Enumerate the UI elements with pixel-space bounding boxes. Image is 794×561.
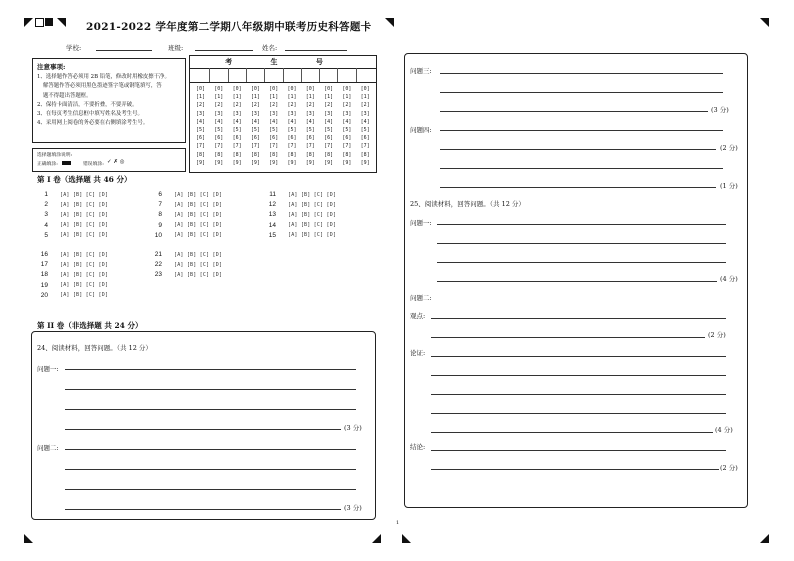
id-bubble[interactable]: [5]: [324, 127, 334, 134]
answer-line[interactable]: [65, 409, 356, 410]
id-column[interactable]: [210, 85, 227, 167]
answer-options[interactable]: [A] [B] [C] [D]: [288, 222, 337, 229]
question-number: 19: [40, 281, 48, 289]
id-bubble[interactable]: [5]: [195, 127, 206, 134]
id-bubble[interactable]: [7]: [214, 143, 224, 150]
id-bubble[interactable]: [3]: [360, 110, 370, 117]
question-number: 9: [158, 221, 162, 229]
id-bubble[interactable]: [3]: [214, 110, 224, 117]
answer-options[interactable]: [A] [B] [C] [D]: [288, 232, 337, 239]
answer-line[interactable]: [431, 356, 726, 357]
id-bubble[interactable]: [2]: [250, 102, 260, 109]
name-label: 姓名:: [262, 44, 278, 52]
notice-item: 解答题作答必须用黑色墨迹签字笔或钢笔填写，答: [43, 83, 162, 90]
page-title: 2021-2022 学年度第二学期八年级期中联考历史科答题卡: [86, 21, 372, 33]
question-number: 13: [268, 211, 276, 219]
q24-q2-score: (3 分): [344, 504, 362, 512]
id-bubble[interactable]: [7]: [269, 143, 279, 150]
notice-item: 题不得超出答题框。: [43, 92, 92, 99]
id-bubble[interactable]: [5]: [269, 127, 279, 134]
id-divider: [228, 68, 229, 82]
id-bubble[interactable]: [1]: [195, 94, 206, 101]
answer-options[interactable]: [A] [B] [C] [D]: [60, 271, 109, 278]
id-bubble[interactable]: [3]: [324, 110, 334, 117]
id-bubble[interactable]: [7]: [360, 143, 370, 150]
id-divider: [337, 68, 338, 82]
answer-line[interactable]: [65, 369, 356, 370]
id-bubble[interactable]: [7]: [250, 143, 260, 150]
corner-square-empty: [35, 18, 44, 27]
q24-q3-score: (3 分): [711, 106, 729, 114]
id-bubble[interactable]: [4]: [232, 118, 242, 125]
question-number: 18: [40, 271, 48, 279]
id-bubble[interactable]: [2]: [269, 102, 279, 109]
class-field[interactable]: [195, 50, 253, 51]
answer-line[interactable]: [440, 92, 723, 93]
id-bubble[interactable]: [8]: [195, 151, 206, 158]
id-bubble[interactable]: [6]: [214, 135, 224, 142]
question-number: 23: [154, 271, 162, 279]
school-field[interactable]: [96, 50, 152, 51]
id-divider: [283, 68, 284, 82]
question-number: 8: [158, 211, 162, 219]
answer-line[interactable]: [431, 337, 705, 338]
q24-q3-label: 问题三:: [410, 67, 432, 75]
id-bubble[interactable]: [5]: [287, 127, 297, 134]
answer-line[interactable]: [65, 509, 341, 510]
id-bubble[interactable]: [9]: [324, 159, 334, 166]
answer-line[interactable]: [431, 432, 713, 433]
id-bubble[interactable]: [8]: [324, 151, 334, 158]
id-bubble[interactable]: [6]: [342, 135, 352, 142]
id-bubble[interactable]: [6]: [195, 135, 206, 142]
answer-line[interactable]: [440, 130, 723, 131]
id-bubble[interactable]: [1]: [269, 94, 279, 101]
corner-mark-br: [760, 534, 769, 543]
id-bubble[interactable]: [5]: [342, 127, 352, 134]
school-label: 学校:: [66, 44, 82, 52]
answer-line[interactable]: [65, 389, 356, 390]
id-bubble[interactable]: [1]: [305, 94, 315, 101]
id-column[interactable]: [247, 85, 264, 167]
id-divider: [246, 68, 247, 82]
id-bubble[interactable]: [6]: [360, 135, 370, 142]
q25-arg-score: (4 分): [715, 426, 733, 434]
id-bubble[interactable]: [4]: [324, 118, 334, 125]
question-number: 22: [154, 261, 162, 269]
corner-square-filled: [45, 18, 53, 26]
id-bubble[interactable]: [3]: [287, 110, 297, 117]
id-bubble[interactable]: [1]: [287, 94, 297, 101]
id-bubble[interactable]: [4]: [360, 118, 370, 125]
id-bubble[interactable]: [7]: [342, 143, 352, 150]
q25-q1-score: (4 分): [720, 275, 738, 283]
question-number: 16: [40, 251, 48, 258]
answer-line[interactable]: [431, 375, 726, 376]
answer-options[interactable]: [A] [B] [C] [D]: [174, 211, 223, 218]
id-bubble[interactable]: [8]: [360, 151, 370, 158]
q24-answer-box: [31, 331, 376, 520]
answer-line[interactable]: [437, 262, 726, 263]
id-bubble[interactable]: [2]: [214, 102, 224, 109]
id-column[interactable]: [357, 85, 374, 167]
q24-q1-score: (3 分): [344, 424, 362, 432]
id-bubble[interactable]: [7]: [287, 143, 297, 150]
id-bubble[interactable]: [0]: [214, 86, 224, 92]
corner-mark-tr: [760, 18, 769, 27]
question-number: 7: [158, 201, 162, 209]
answer-options[interactable]: [A] [B] [C] [D]: [288, 211, 337, 218]
id-bubble[interactable]: [9]: [360, 159, 370, 166]
q25-q1-label: 问题一:: [410, 219, 432, 227]
answer-options[interactable]: [A] [B] [C] [D]: [60, 261, 109, 268]
corner-mark-bm2: [402, 534, 411, 543]
exam-id-grid: [189, 55, 377, 173]
fill-correct-mark: [62, 161, 71, 165]
id-bubble[interactable]: [1]: [324, 94, 334, 101]
id-bubble[interactable]: [9]: [232, 159, 242, 166]
id-column[interactable]: [302, 85, 319, 167]
id-bubble[interactable]: [1]: [250, 94, 260, 101]
id-bubble[interactable]: [5]: [232, 127, 242, 134]
notice-item: 4、采用网上阅卷的务必要在右侧填涂考生号。: [37, 120, 149, 127]
fill-wrong-label: 错误填涂:: [83, 162, 104, 167]
answer-line[interactable]: [437, 224, 726, 225]
answer-options[interactable]: [A] [B] [C] [D]: [174, 191, 223, 198]
q24-title: 24、阅读材料，回答问题。（共 12 分）: [37, 344, 152, 352]
id-column[interactable]: [338, 85, 355, 167]
corner-mark-bm: [372, 534, 381, 543]
id-bubble[interactable]: [3]: [250, 110, 260, 117]
id-bubble[interactable]: [5]: [250, 127, 260, 134]
id-bubble[interactable]: [0]: [360, 86, 370, 92]
answer-options[interactable]: [A] [B] [C] [D]: [288, 191, 337, 198]
q25-q2-label: 问题二:: [410, 294, 432, 302]
notice-title: 注意事项:: [37, 63, 66, 71]
corner-mark-tl: [24, 18, 33, 27]
id-divider: [209, 68, 210, 82]
id-bubble[interactable]: [6]: [269, 135, 279, 142]
question-number: 3: [44, 211, 48, 219]
question-number: 17: [40, 261, 48, 269]
id-bubble[interactable]: [7]: [195, 143, 206, 150]
q24-q1-label: 问题一:: [37, 365, 59, 373]
id-bubble[interactable]: [2]: [287, 102, 297, 109]
id-bubble[interactable]: [1]: [342, 94, 352, 101]
id-bubble[interactable]: [2]: [195, 102, 206, 109]
answer-line[interactable]: [440, 111, 708, 112]
id-bubble[interactable]: [0]: [287, 86, 297, 92]
id-bubble[interactable]: [1]: [360, 94, 370, 101]
answer-line[interactable]: [440, 149, 716, 150]
id-bubble[interactable]: [4]: [195, 118, 206, 125]
id-bubble[interactable]: [0]: [269, 86, 279, 92]
id-bubble[interactable]: [5]: [305, 127, 315, 134]
question-number: 6: [158, 191, 162, 198]
answer-options[interactable]: [A] [B] [C] [D]: [60, 282, 109, 289]
fill-wrong-marks: ✓ ✗ ◎: [107, 159, 125, 165]
id-bubble[interactable]: [2]: [232, 102, 242, 109]
id-bubble[interactable]: [3]: [305, 110, 315, 117]
question-number: 5: [44, 231, 48, 239]
answer-options[interactable]: [A] [B] [C] [D]: [288, 201, 337, 208]
id-bubble[interactable]: [2]: [342, 102, 352, 109]
id-divider: [264, 68, 265, 82]
q25-view-score: (2 分): [708, 331, 726, 339]
answer-line[interactable]: [431, 318, 726, 319]
id-bubble[interactable]: [8]: [287, 151, 297, 158]
id-bubble[interactable]: [6]: [250, 135, 260, 142]
id-bubble[interactable]: [3]: [232, 110, 242, 117]
id-bubble[interactable]: [0]: [195, 86, 206, 92]
notice-item: 1、选择题作答必须用 2B 铅笔，修改时用橡皮擦干净。: [37, 74, 170, 80]
id-bubble[interactable]: [9]: [250, 159, 260, 166]
notice-item: 3、在每页考生信息框中填写姓名及考生号。: [37, 111, 143, 118]
page-number: 1: [396, 520, 400, 526]
part1-title: 第 I 卷（选择题 共 46 分）: [37, 175, 132, 184]
answer-options[interactable]: [A] [B] [C] [D]: [174, 251, 223, 258]
id-bubble[interactable]: [3]: [195, 110, 206, 117]
notice-box: [32, 58, 186, 143]
id-bubble[interactable]: [1]: [214, 94, 224, 101]
id-column[interactable]: [229, 85, 246, 167]
notice-item: 2、保持卡面清洁，不要折叠，不要弄破。: [37, 101, 138, 108]
id-bubble[interactable]: [0]: [305, 86, 315, 92]
corner-mark-small: [57, 18, 66, 27]
q24-q4-score-b: (1 分): [720, 182, 738, 190]
fill-example-box: [32, 148, 186, 172]
question-number: 21: [154, 251, 162, 258]
id-bubble[interactable]: [3]: [269, 110, 279, 117]
id-bubble[interactable]: [8]: [250, 151, 260, 158]
q25-view-label: 观点:: [410, 312, 426, 320]
answer-options[interactable]: [A] [B] [C] [D]: [60, 191, 109, 198]
id-bubble[interactable]: [6]: [305, 135, 315, 142]
id-bubble[interactable]: [9]: [195, 159, 206, 166]
answer-line[interactable]: [65, 449, 356, 450]
id-bubble[interactable]: [0]: [342, 86, 352, 92]
id-bubble[interactable]: [0]: [324, 86, 334, 92]
id-bubble[interactable]: [4]: [305, 118, 315, 125]
answer-line[interactable]: [440, 187, 716, 188]
id-bubble[interactable]: [5]: [360, 127, 370, 134]
id-bubble[interactable]: [6]: [287, 135, 297, 142]
answer-line[interactable]: [65, 469, 356, 470]
q25-concl-label: 结论:: [410, 443, 426, 451]
exam-id-title: 考 生 号: [190, 56, 376, 69]
id-bubble[interactable]: [4]: [342, 118, 352, 125]
id-bubble[interactable]: [9]: [269, 159, 279, 166]
question-number: 4: [44, 221, 48, 229]
fill-example-title: 选择题填涂说明:: [37, 153, 73, 158]
corner-mark-mid: [385, 18, 394, 27]
question-number: 14: [268, 221, 276, 229]
id-bubble[interactable]: [8]: [269, 151, 279, 158]
question-number: 1: [44, 191, 48, 198]
id-bubble[interactable]: [7]: [232, 143, 242, 150]
question-number: 10: [154, 231, 162, 239]
id-column[interactable]: [265, 85, 282, 167]
id-bubble[interactable]: [2]: [324, 102, 334, 109]
corner-mark-bl: [24, 534, 33, 543]
id-bubble[interactable]: [9]: [287, 159, 297, 166]
id-bubble[interactable]: [8]: [305, 151, 315, 158]
fill-correct-label: 正确填涂:: [37, 162, 58, 167]
answer-line[interactable]: [440, 73, 723, 74]
id-bubble[interactable]: [7]: [305, 143, 315, 150]
id-bubble[interactable]: [3]: [342, 110, 352, 117]
answer-line[interactable]: [440, 168, 723, 169]
answer-options[interactable]: [A] [B] [C] [D]: [174, 232, 223, 239]
answer-options[interactable]: [A] [B] [C] [D]: [60, 251, 109, 258]
q24-q2-label: 问题二:: [37, 444, 59, 452]
part2-title: 第 II 卷（非选择题 共 24 分）: [37, 321, 143, 330]
id-divider: [319, 68, 320, 82]
id-bubble[interactable]: [9]: [305, 159, 315, 166]
answer-line[interactable]: [431, 450, 726, 451]
id-bubble[interactable]: [4]: [214, 118, 224, 125]
answer-line[interactable]: [65, 429, 341, 430]
answer-options[interactable]: [A] [B] [C] [D]: [60, 232, 109, 239]
id-divider: [356, 68, 357, 82]
answer-options[interactable]: [A] [B] [C] [D]: [174, 271, 223, 278]
id-column[interactable]: [284, 85, 301, 167]
q24-q4-score-a: (2 分): [720, 144, 738, 152]
id-bubble[interactable]: [8]: [214, 151, 224, 158]
answer-line[interactable]: [65, 489, 356, 490]
id-column[interactable]: [320, 85, 337, 167]
answer-options[interactable]: [A] [B] [C] [D]: [60, 222, 109, 229]
id-bubble[interactable]: [0]: [250, 86, 260, 92]
question-number: 2: [44, 201, 48, 209]
notice-list: [37, 73, 170, 129]
id-bubble[interactable]: [5]: [214, 127, 224, 134]
id-bubble[interactable]: [6]: [232, 135, 242, 142]
id-bubble[interactable]: [2]: [305, 102, 315, 109]
question-number: 11: [269, 191, 276, 198]
id-bubble[interactable]: [7]: [324, 143, 334, 150]
id-bubble[interactable]: [0]: [232, 86, 242, 92]
q25-arg-label: 论证:: [410, 349, 426, 357]
answer-options[interactable]: [A] [B] [C] [D]: [174, 261, 223, 268]
question-number: 20: [40, 291, 48, 299]
answer-options[interactable]: [A] [B] [C] [D]: [174, 201, 223, 208]
answer-line[interactable]: [431, 413, 726, 414]
id-bubble[interactable]: [1]: [232, 94, 242, 101]
id-column[interactable]: [192, 85, 209, 167]
answer-options[interactable]: [A] [B] [C] [D]: [60, 211, 109, 218]
id-bubble[interactable]: [6]: [324, 135, 334, 142]
answer-options[interactable]: [A] [B] [C] [D]: [60, 292, 109, 299]
id-bubble[interactable]: [4]: [250, 118, 260, 125]
class-label: 班级:: [168, 44, 184, 52]
id-bubble[interactable]: [9]: [342, 159, 352, 166]
answer-line[interactable]: [437, 243, 726, 244]
answer-line[interactable]: [437, 281, 717, 282]
question-number: 15: [268, 231, 276, 239]
answer-options[interactable]: [A] [B] [C] [D]: [60, 201, 109, 208]
q24-q4-label: 问题四:: [410, 126, 432, 134]
answer-line[interactable]: [431, 469, 719, 470]
id-bubble[interactable]: [2]: [360, 102, 370, 109]
answer-line[interactable]: [431, 394, 726, 395]
id-bubble[interactable]: [8]: [232, 151, 242, 158]
id-bubble[interactable]: [8]: [342, 151, 352, 158]
id-divider: [301, 68, 302, 82]
q25-concl-score: (2 分): [720, 464, 738, 472]
id-bubble[interactable]: [4]: [287, 118, 297, 125]
answer-options[interactable]: [A] [B] [C] [D]: [174, 222, 223, 229]
id-bubble[interactable]: [9]: [214, 159, 224, 166]
q25-title: 25、阅读材料，回答问题。（共 12 分）: [410, 200, 525, 208]
question-number: 12: [268, 201, 276, 209]
id-bubble[interactable]: [4]: [269, 118, 279, 125]
name-field[interactable]: [285, 50, 347, 51]
